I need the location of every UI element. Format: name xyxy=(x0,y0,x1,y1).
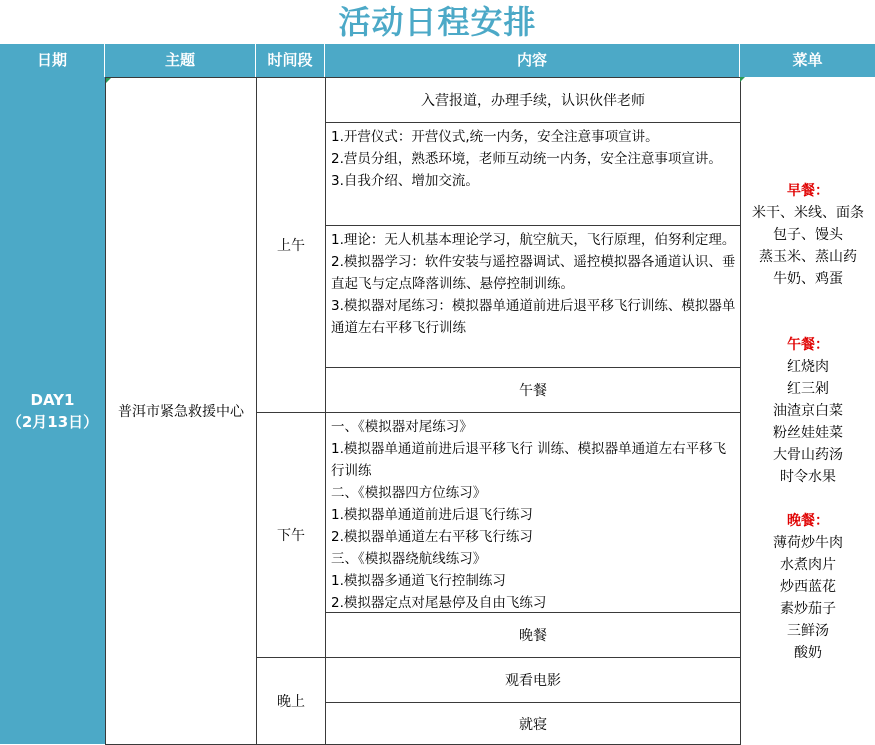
menu-item: 米干、米线、面条 xyxy=(752,205,864,221)
period-afternoon-label: 下午 xyxy=(277,528,305,544)
header-time: 时间段 xyxy=(256,44,325,77)
period-morning xyxy=(256,77,326,413)
afternoon-line: 二、《模拟器四方位练习》 xyxy=(331,485,487,501)
lunch-label: 午餐： xyxy=(787,337,829,353)
menu-item: 酸奶 xyxy=(794,645,822,661)
day-date: （2月13日） xyxy=(6,412,99,431)
period-evening xyxy=(256,657,326,745)
dinner-text: 晚餐 xyxy=(519,628,547,644)
menu-item: 时令水果 xyxy=(780,469,836,485)
header-menu: 菜单 xyxy=(740,44,875,77)
header-date: 日期 xyxy=(0,44,105,77)
content-sleep xyxy=(325,702,741,745)
menu-item: 包子、馒头 xyxy=(773,227,843,243)
movie-text: 观看电影 xyxy=(505,673,561,689)
checkin-text: 入营报道，办理手续，认识伙伴老师 xyxy=(421,93,645,109)
content-theory xyxy=(325,225,741,368)
content-lunch xyxy=(325,367,741,413)
menu-item: 素炒茄子 xyxy=(780,601,836,617)
menu-item: 红烧肉 xyxy=(787,359,829,375)
comment-marker xyxy=(740,77,745,82)
lunch-text: 午餐 xyxy=(519,383,547,399)
menu-item: 水煮肉片 xyxy=(780,557,836,573)
dinner-label: 晚餐： xyxy=(787,513,829,529)
content-movie xyxy=(325,657,741,703)
theory-line: 2.模拟器学习：软件安装与遥控器调试、遥控模拟器各通道认识、垂直起飞与定点降落训练、悬停控制训练。 xyxy=(331,254,736,292)
menu-item: 蒸玉米、蒸山药 xyxy=(759,249,857,265)
afternoon-line: 2.模拟器单通道左右平移飞行练习 xyxy=(331,529,533,545)
afternoon-line: 1.模拟器单通道前进后退平移飞行 训练、模拟器单通道左右平移飞行训练 xyxy=(331,441,727,479)
opening-line: 3.自我介绍、增加交流。 xyxy=(331,173,479,189)
content-afternoon xyxy=(325,412,741,613)
menu-item: 大骨山药汤 xyxy=(773,447,843,463)
theory-line: 1.理论：无人机基本理论学习，航空航天，飞行原理，伯努利定理。 xyxy=(331,232,736,248)
menu-cell xyxy=(740,77,875,744)
afternoon-line: 2.模拟器定点对尾悬停及自由飞练习 xyxy=(331,595,547,611)
menu-item: 炒西蓝花 xyxy=(780,579,836,595)
table-header xyxy=(0,44,875,77)
menu-item: 三鲜汤 xyxy=(787,623,829,639)
sleep-text: 就寝 xyxy=(519,716,547,733)
day-label: DAY1 xyxy=(30,390,75,409)
afternoon-line: 1.模拟器单通道前进后退飞行练习 xyxy=(331,507,533,523)
period-morning-label: 上午 xyxy=(277,238,305,254)
menu-item: 薄荷炒牛肉 xyxy=(773,535,843,551)
header-theme: 主题 xyxy=(105,44,256,77)
theory-line: 3.模拟器对尾练习：模拟器单通道前进后退平移飞行训练、模拟器单通道左右平移飞行训练 xyxy=(331,298,736,336)
opening-line: 1.开营仪式：开营仪式,统一内务，安全注意事项宣讲。 xyxy=(331,129,659,145)
content-opening xyxy=(325,122,741,226)
day-cell xyxy=(0,77,105,744)
menu-item: 牛奶、鸡蛋 xyxy=(773,271,843,287)
page-title: 活动日程安排 xyxy=(338,3,537,41)
menu-item: 油渣京白菜 xyxy=(773,403,843,419)
comment-marker xyxy=(106,78,111,83)
theme-cell xyxy=(105,77,257,745)
menu-item: 粉丝娃娃菜 xyxy=(773,425,843,441)
theme-text: 普洱市紧急救援中心 xyxy=(118,404,244,420)
afternoon-line: 一、《模拟器对尾练习》 xyxy=(331,419,473,435)
opening-line: 2.营员分组，熟悉环境，老师互动统一内务，安全注意事项宣讲。 xyxy=(331,151,722,167)
breakfast-label: 早餐： xyxy=(787,183,829,199)
period-evening-label: 晚上 xyxy=(277,694,305,710)
menu-item: 红三剁 xyxy=(787,381,829,397)
afternoon-line: 三、《模拟器绕航线练习》 xyxy=(331,551,487,567)
period-afternoon xyxy=(256,412,326,658)
header-content: 内容 xyxy=(325,44,740,77)
afternoon-line: 1.模拟器多通道飞行控制练习 xyxy=(331,573,506,589)
content-checkin xyxy=(325,77,741,123)
content-dinner xyxy=(325,612,741,658)
